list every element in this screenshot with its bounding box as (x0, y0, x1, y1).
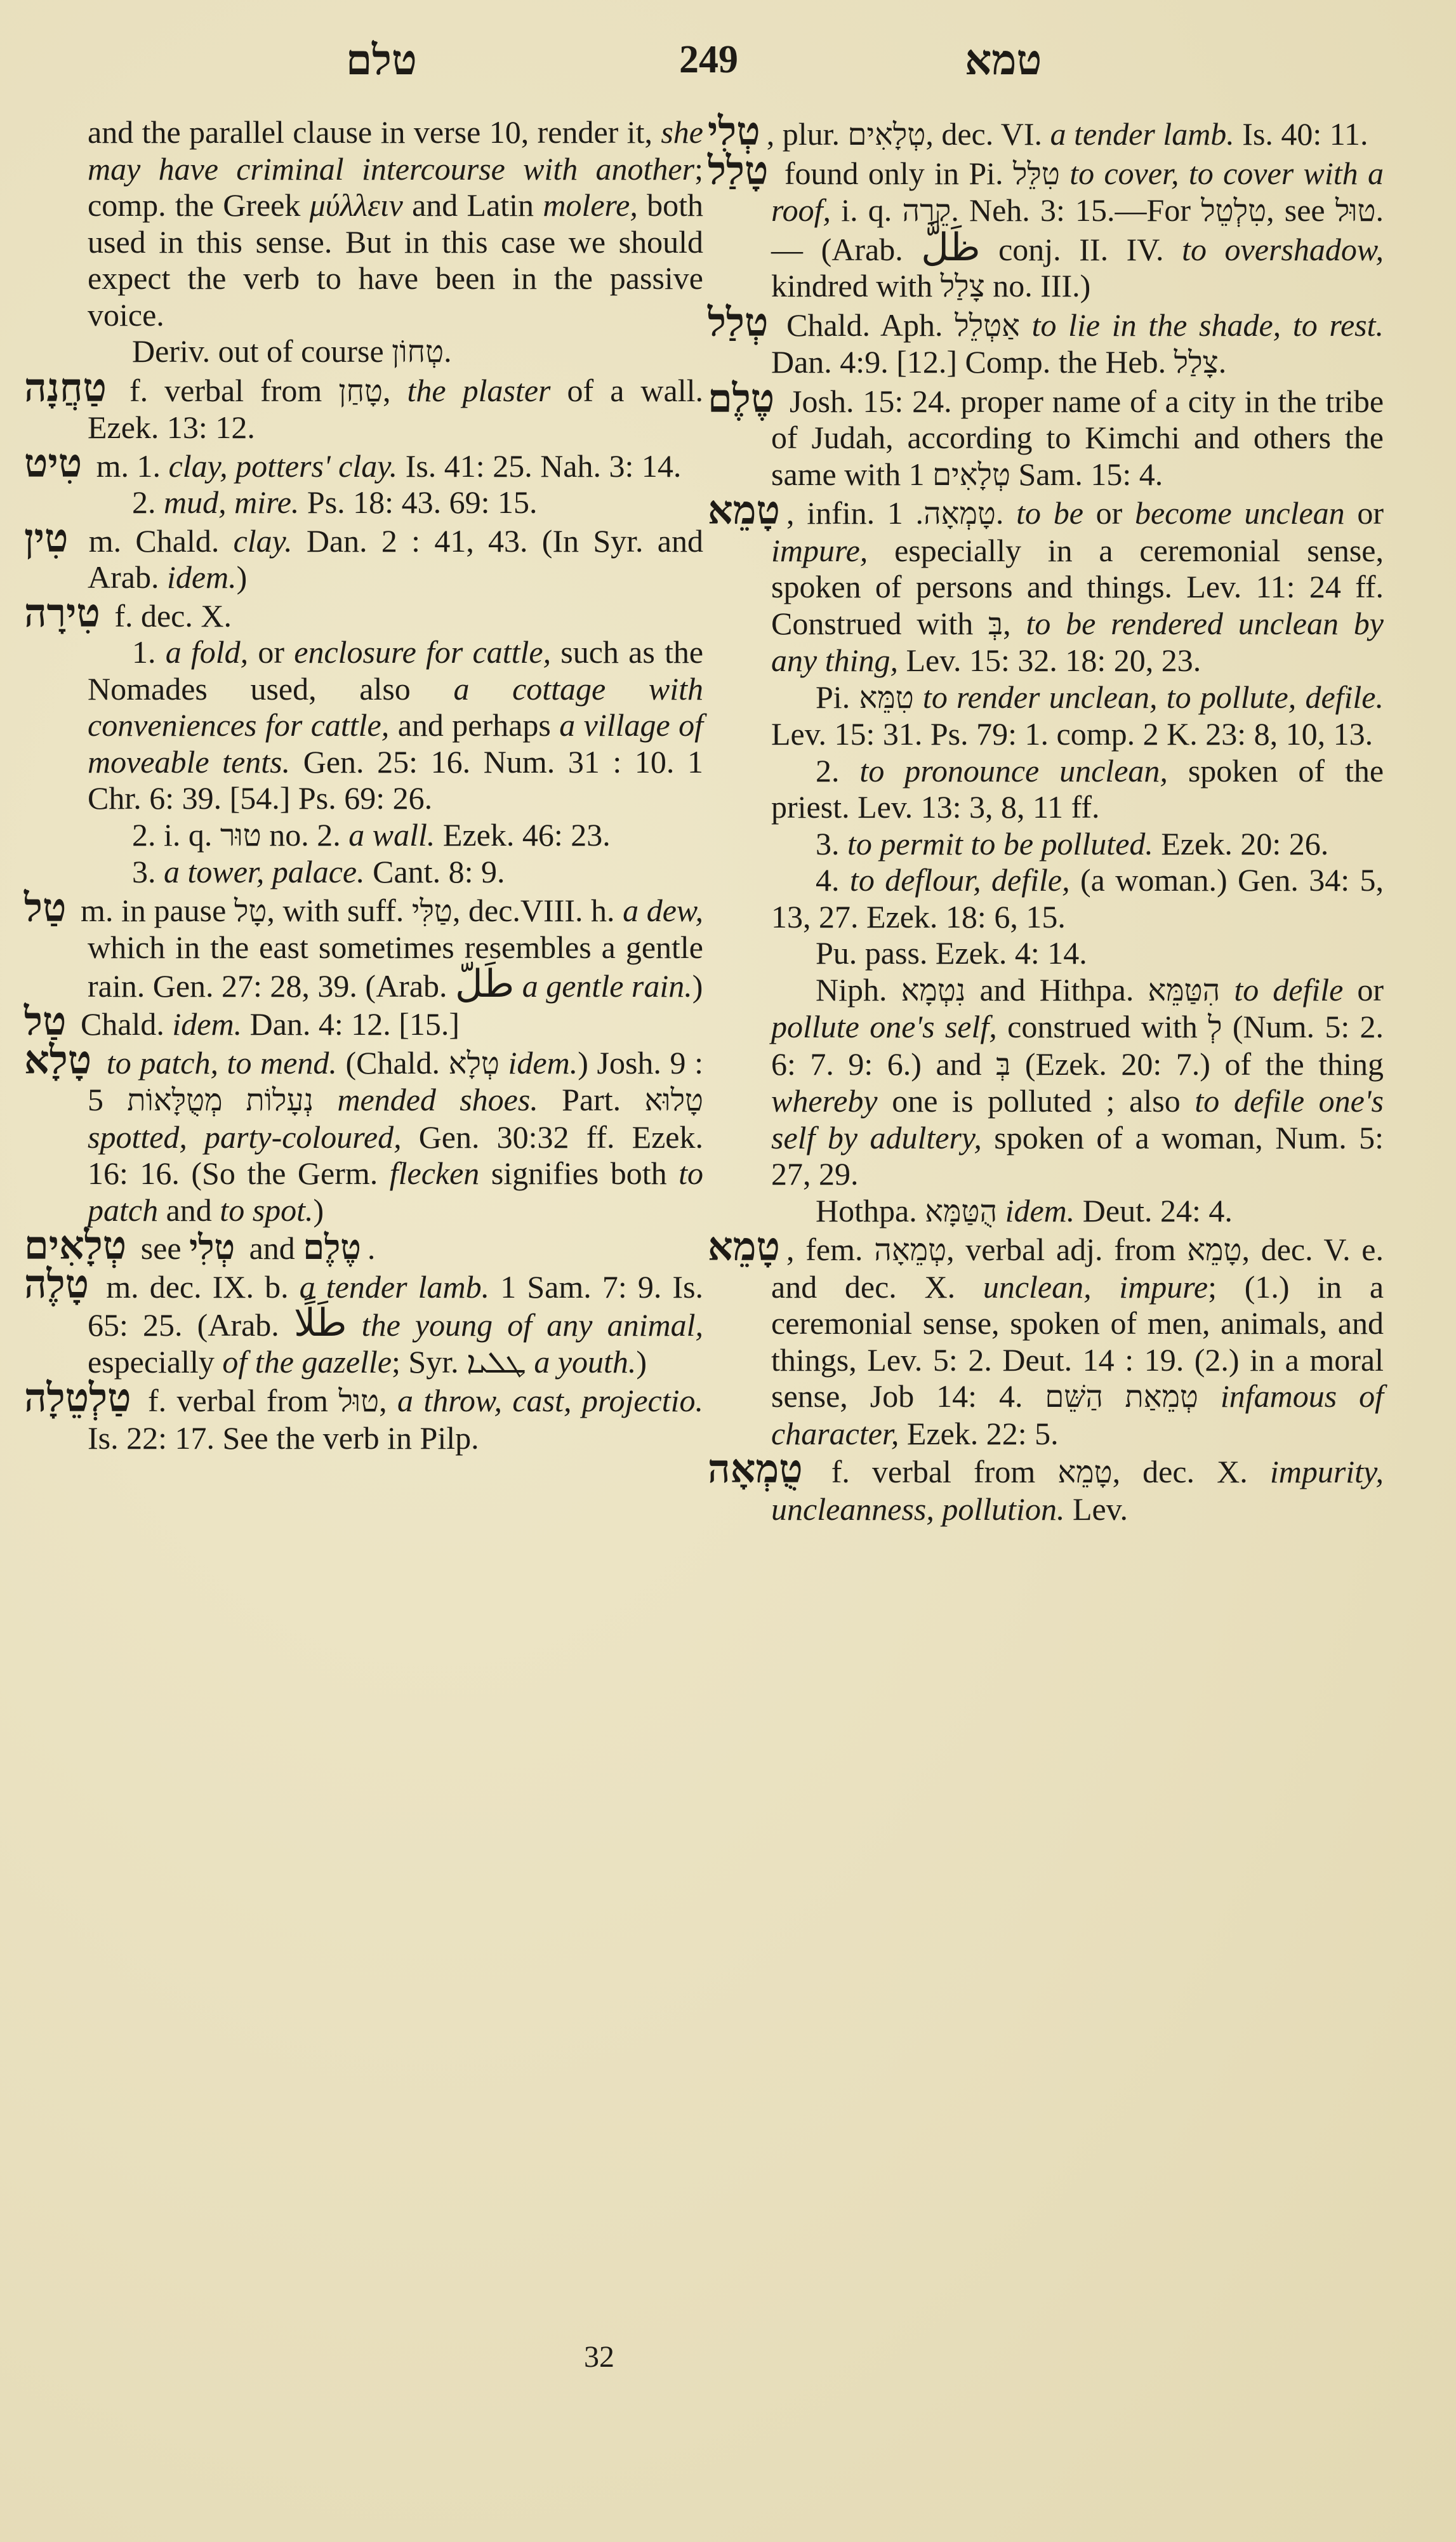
text: and perhaps (397, 707, 551, 743)
text: f. verbal from (831, 1454, 1036, 1489)
entry-tame-adj (708, 1226, 1384, 1452)
gloss: impurity, uncleanness, pollution. (771, 1454, 1384, 1527)
gloss: she may have criminal intercourse with another (88, 114, 703, 187)
gloss: impure, (771, 532, 868, 568)
text: no. III.) (993, 268, 1091, 303)
text: Chald. (80, 1006, 164, 1042)
text: ) (236, 559, 248, 595)
text: Ezek. 46: 23. (442, 816, 611, 853)
hebrew-prefix: לְ (1208, 1011, 1222, 1044)
text: Ezek. 22: 5. (906, 1415, 1059, 1451)
niphal-hithpael-form (708, 972, 1384, 1193)
hebrew-word: טִלֵּל (1012, 157, 1060, 191)
latin-word: molere, (543, 187, 638, 223)
hebrew-word: טִלְטֵל (1201, 194, 1267, 228)
pual-form (708, 935, 1384, 972)
guide-word-right: טמא (965, 35, 1042, 84)
gloss: whereby (771, 1083, 878, 1119)
gloss: a tower, palace. (164, 854, 365, 889)
guide-word-left: טלם (346, 35, 417, 84)
arabic-word: ظَلَّ (921, 226, 981, 269)
text: and Hithpa. (979, 971, 1134, 1008)
entry-continuation (24, 114, 703, 333)
hebrew-prefix: בְּ (996, 1048, 1011, 1082)
text: , fem. (786, 1232, 863, 1267)
gloss: to cover, to cover with a roof, (771, 155, 1384, 228)
gloss: the plaster (407, 372, 551, 408)
right-column (708, 110, 1384, 1527)
gloss: to defile (1234, 971, 1344, 1008)
text: found only in Pi. (784, 155, 1003, 191)
text: , plur. (766, 116, 840, 152)
left-column (24, 114, 703, 1456)
gloss: idem. (1005, 1192, 1075, 1228)
gloss: to defile one's self by adultery, (771, 1083, 1384, 1155)
text: , (1003, 605, 1011, 641)
stem-label: Hothpa. (816, 1192, 917, 1228)
signature-mark: 32 (584, 2340, 614, 2374)
entry-telem (708, 377, 1384, 494)
hebrew-word: אַטְלֵל (955, 309, 1020, 343)
sense-3 (24, 854, 703, 891)
gloss: to patch, to mend. (106, 1044, 337, 1081)
entry-tal (24, 886, 704, 1005)
greek-word: μύλλειν (309, 187, 403, 223)
hebrew-word: טְמֵאָה (874, 1234, 947, 1267)
text: Deut. 24: 4. (1082, 1192, 1233, 1228)
gloss: enclosure for cattle, (294, 634, 552, 670)
hebrew-word: טְלָאִים (847, 118, 926, 152)
hothpael-form (708, 1193, 1384, 1230)
sense-1 (24, 634, 703, 817)
text: construed with (1007, 1009, 1198, 1044)
text: . (367, 1230, 376, 1266)
text: , dec. VI. (925, 116, 1043, 152)
text: .— (Arab. (771, 192, 1384, 267)
text: or (1357, 495, 1384, 531)
headword: טְלַל (708, 301, 769, 345)
stem-label: Niph. (816, 971, 887, 1008)
text: Lev. 15: 32. 18: 20, 23. (906, 642, 1201, 678)
gloss: of the gazelle (222, 1343, 392, 1380)
text: (a woman.) Gen. 34: 5, 13, 27. Ezek. 18: 6, 15. (771, 862, 1384, 935)
headword: טָמֵא (708, 1226, 781, 1269)
text: Josh. 15: 24. proper name of a city in the tribe of Judah, according to Kimchi and others the same with (771, 383, 1384, 492)
headword: טְלָאִים (24, 1225, 127, 1268)
text: or (1095, 495, 1123, 531)
text: , see (1266, 192, 1325, 228)
sense-number: 4. (816, 862, 840, 898)
sense-4 (708, 862, 1384, 935)
text: ) (692, 968, 703, 1004)
hebrew-prefix: בְּ (988, 607, 1003, 641)
gloss: a throw, cast, projectio. (397, 1383, 704, 1418)
headword: טָלֶה (24, 1263, 89, 1307)
gloss: idem. (508, 1044, 578, 1081)
text: and (249, 1230, 295, 1266)
text: . 1. (887, 495, 1004, 531)
gloss: spotted, party-coloured, (88, 1119, 402, 1155)
gloss: idem. (166, 559, 237, 595)
text: Lev. (1072, 1491, 1128, 1527)
piel-form (708, 679, 1384, 753)
text: Ps. 18: 43. 69: 15. (307, 484, 538, 520)
entry-talal (708, 149, 1384, 305)
hebrew-word: הִטַּמֵּא (1148, 973, 1221, 1008)
hebrew-word: נִטְמָא (901, 973, 966, 1008)
text: Is. 40: 11. (1242, 116, 1368, 152)
sense-number: 3. (816, 825, 840, 862)
text: conj. II. IV. (998, 231, 1164, 267)
hebrew-word: טָחַן (338, 374, 383, 408)
text: . Neh. 3: 15.—For (951, 192, 1191, 228)
arabic-word: طَلًا (293, 1302, 347, 1344)
text: , with suff. (267, 892, 404, 928)
sense-number: 3. (132, 854, 156, 889)
text: Cant. 8: 9. (373, 854, 505, 889)
running-header (0, 35, 1456, 86)
hebrew-word: טוּר (220, 818, 261, 853)
text: Lev. 15: 31. Ps. 79: 1. comp. 2 K. 23: 8, 10, 13. (771, 716, 1373, 752)
text: f. dec. X. (114, 597, 232, 634)
gloss: to spot. (220, 1192, 314, 1228)
hebrew-word: טְלָאִים (932, 458, 1010, 492)
gloss: the young of any animal, (361, 1307, 704, 1343)
entry-tirah (24, 592, 703, 636)
hebrew-word: טְחוֹן (392, 335, 444, 369)
sense-2 (24, 484, 703, 521)
text: , (379, 1383, 387, 1418)
text: Part. (562, 1082, 621, 1117)
text: ; (1.) in a ceremonial sense, spoken of men, animals, and things, Lev. 5: 2. Deut. 14 : 19. (2.) in a moral sense, Job 14: 4. (771, 1268, 1384, 1414)
headword: טַל (24, 1001, 67, 1044)
text: ) (636, 1343, 647, 1380)
text: , infin. (786, 495, 875, 531)
german-word: flecken (389, 1155, 480, 1191)
text: of a wall. Ezek. 13: 12. (88, 372, 704, 445)
gloss: infamous of character, (771, 1378, 1384, 1451)
headword: טִין (24, 517, 69, 561)
entry-tachanah (24, 366, 704, 446)
headword: טָמֵא (708, 489, 781, 533)
text: 2. i. q. (132, 816, 213, 853)
text: or (258, 634, 285, 670)
text: especially (88, 1343, 215, 1380)
text: (Ezek. 20: 7.) of the thing (1024, 1046, 1384, 1082)
text: both used in this sense. But in this case we should expect the verb to have been in the passive voice. (88, 187, 704, 333)
sense-number: 1. (132, 634, 156, 670)
headword: טִירָה (24, 592, 100, 636)
hebrew-word: קֵרָה (902, 194, 951, 228)
text: no. 2. (269, 816, 341, 853)
text: signifies both (491, 1155, 667, 1191)
text: (Chald. (345, 1044, 440, 1081)
gloss: a dew, (623, 892, 704, 928)
text: Dan. 4:9. [12.] Comp. the Heb. (771, 344, 1167, 380)
text: ; comp. the Greek (88, 150, 703, 223)
sense-number: 2. (132, 484, 156, 520)
page-number: 249 (679, 38, 738, 81)
text: especially in a ceremonial sense, spoken of persons and things. Lev. 11: 24 ff. Construed with (771, 532, 1384, 641)
text: kindred with (771, 268, 933, 303)
entry-telaim (24, 1225, 703, 1268)
text: or (1357, 971, 1384, 1008)
text: and the parallel clause in verse 10, render it, (88, 114, 652, 150)
sense-2 (708, 753, 1384, 826)
text: . (444, 333, 452, 369)
gloss: a fold, (165, 634, 249, 670)
text: and (166, 1192, 212, 1228)
text: m. 1. (96, 448, 161, 484)
gloss: unclean, impure (983, 1268, 1208, 1305)
gloss: to deflour, defile, (849, 862, 1070, 898)
hebrew-word: טַלִּי (411, 894, 453, 928)
headword: טָלָא (24, 1039, 92, 1082)
hebrew-word: טָמֵא (1057, 1456, 1113, 1489)
text: 1 Sam. 15: 4. (908, 456, 1163, 492)
text: such as the Nomades used, also (88, 634, 704, 707)
headword: טִיט (24, 442, 83, 486)
entry-tame-verb (708, 489, 1384, 679)
hebrew-phrase: נְעָלוֹת מְטֻלָּאוֹת (127, 1084, 314, 1117)
text: f. verbal from (147, 1383, 328, 1418)
headword: טְלִי (708, 110, 760, 154)
derivation-line (24, 333, 703, 371)
hebrew-word: טוּל (338, 1385, 380, 1418)
text: Gen. 30:32 ff. Ezek. 16: 16. (So the Germ. (88, 1119, 703, 1191)
text: m. in pause (81, 892, 227, 928)
sense-3 (708, 826, 1384, 863)
text: spoken of a woman, Num. 5: 27, 29. (771, 1119, 1384, 1192)
text: , dec. X. (1112, 1454, 1248, 1489)
gloss: to be rendered unclean by any thing, (771, 605, 1384, 678)
text: ) Josh. 9 : 5 (88, 1044, 704, 1117)
hebrew-word: טָלוּא (644, 1084, 704, 1117)
entry-tal-chald (24, 1001, 703, 1044)
gloss: clay, potters' clay. (168, 448, 398, 484)
cross-reference: טְלִי (189, 1228, 235, 1267)
headword: טֻמְאָה (708, 1448, 803, 1491)
entry-tit (24, 442, 703, 486)
gloss: to be (1016, 495, 1083, 531)
text: Pu. pass. Ezek. 4: 14. (816, 935, 1087, 971)
text: which in the east sometimes resembles a gentle rain. Gen. 27: 28, 39. (Arab. (88, 929, 703, 1004)
entry-teli (708, 110, 1384, 154)
text: m. dec. IX. b. (106, 1268, 289, 1305)
gloss: idem. (172, 1006, 242, 1042)
gloss: to patch (88, 1155, 704, 1228)
gloss: a wall. (348, 816, 435, 853)
hebrew-word: טָמֵא (1187, 1234, 1242, 1267)
text: Deriv. out of course (132, 333, 384, 369)
hebrew-word: טִמֵּא (859, 681, 914, 715)
entry-telal-chald (708, 301, 1384, 382)
text: Gen. 25: 16. Num. 31 : 10. 1 Chr. 6: 39. [54.] Ps. 69: 26. (88, 743, 704, 816)
text: Dan. 2 : 41, 43. (In Syr. and Arab. (88, 522, 703, 595)
text: m. Chald. (88, 522, 220, 559)
text: Dan. 4: 12. [15.] (249, 1006, 460, 1042)
text: Ezek. 20: 26. (1161, 825, 1329, 862)
text: Is. 41: 25. Nah. 3: 14. (405, 448, 682, 484)
text: ) (313, 1192, 324, 1228)
hebrew-word: הֻטַּמָּא (925, 1194, 998, 1228)
hebrew-word: טְלָא (448, 1046, 500, 1081)
stem-label: Pi. (816, 679, 850, 715)
text: see (140, 1230, 182, 1266)
gloss: a cottage with conveniences for cattle, (88, 670, 703, 743)
gloss: mud, mire. (164, 484, 300, 520)
gloss: to pronounce unclean, (859, 752, 1168, 789)
text: . (1218, 344, 1227, 380)
text: , (382, 372, 391, 408)
entry-tala (24, 1039, 704, 1229)
gloss: pollute one's self, (771, 1009, 997, 1044)
gloss: a tender lamb. (1050, 116, 1234, 152)
entry-tumah (708, 1448, 1384, 1527)
text: Chald. Aph. (786, 307, 943, 343)
text: ; Syr. (392, 1343, 459, 1380)
text: , dec. V. e. and dec. X. (771, 1232, 1384, 1305)
gloss: a tender lamb. (299, 1268, 490, 1305)
gloss: a gentle rain. (522, 968, 692, 1004)
entry-tin (24, 517, 703, 596)
gloss: to permit to be polluted. (847, 825, 1153, 862)
entry-taltelah (24, 1377, 704, 1456)
gloss: mended shoes. (337, 1082, 538, 1117)
headword: טַל (24, 886, 67, 930)
hebrew-word: טָל (234, 894, 267, 928)
text: and Latin (412, 187, 534, 223)
hebrew-word: צָלַל (1174, 346, 1219, 380)
text: one is polluted ; also (892, 1083, 1181, 1119)
hebrew-word: טָמְאָה (923, 497, 996, 531)
headword: טָלַל (708, 149, 769, 193)
hebrew-word: צָלַל (940, 270, 985, 303)
cross-reference: טֶלֶם (303, 1228, 361, 1267)
headword: טַלְטֵלָה (24, 1377, 131, 1420)
hebrew-phrase: טְמֵאַת הַשֵּׁם (1045, 1380, 1198, 1414)
text: (Num. 5: 2. 6: 7. 9: 6.) and (771, 1009, 1384, 1082)
text: 1 Sam. 7: 9. Is. 65: 25. (Arab. (88, 1268, 704, 1343)
gloss: become unclean (1134, 495, 1345, 531)
headword: טַחֲנָה (24, 366, 107, 410)
text: , dec.VIII. h. (452, 892, 615, 928)
hebrew-word: טוּל (1335, 194, 1376, 228)
gloss: to overshadow, (1182, 231, 1384, 267)
text: f. verbal from (129, 372, 322, 408)
sense-2 (24, 817, 703, 855)
text: spoken of the priest. Lev. 13: 3, 8, 11 ff. (771, 752, 1384, 825)
text: Is. 22: 17. See the verb in Pilp. (88, 1420, 479, 1456)
text: , verbal adj. from (946, 1232, 1176, 1267)
gloss: to lie in the shade, to rest. (1031, 307, 1384, 343)
entry-taleh (24, 1263, 704, 1381)
syriac-word: ܛܠܝܐ (467, 1345, 526, 1380)
gloss: a youth. (534, 1343, 637, 1380)
gloss: clay. (233, 522, 293, 559)
sense-number: 2. (816, 752, 840, 789)
gloss: a village of moveable tents. (88, 707, 704, 780)
gloss: to render unclean, to pollute, defile. (922, 679, 1384, 715)
headword: טֶלֶם (708, 377, 775, 421)
arabic-word: طَلّ (455, 962, 515, 1005)
text: i. q. (841, 192, 892, 228)
